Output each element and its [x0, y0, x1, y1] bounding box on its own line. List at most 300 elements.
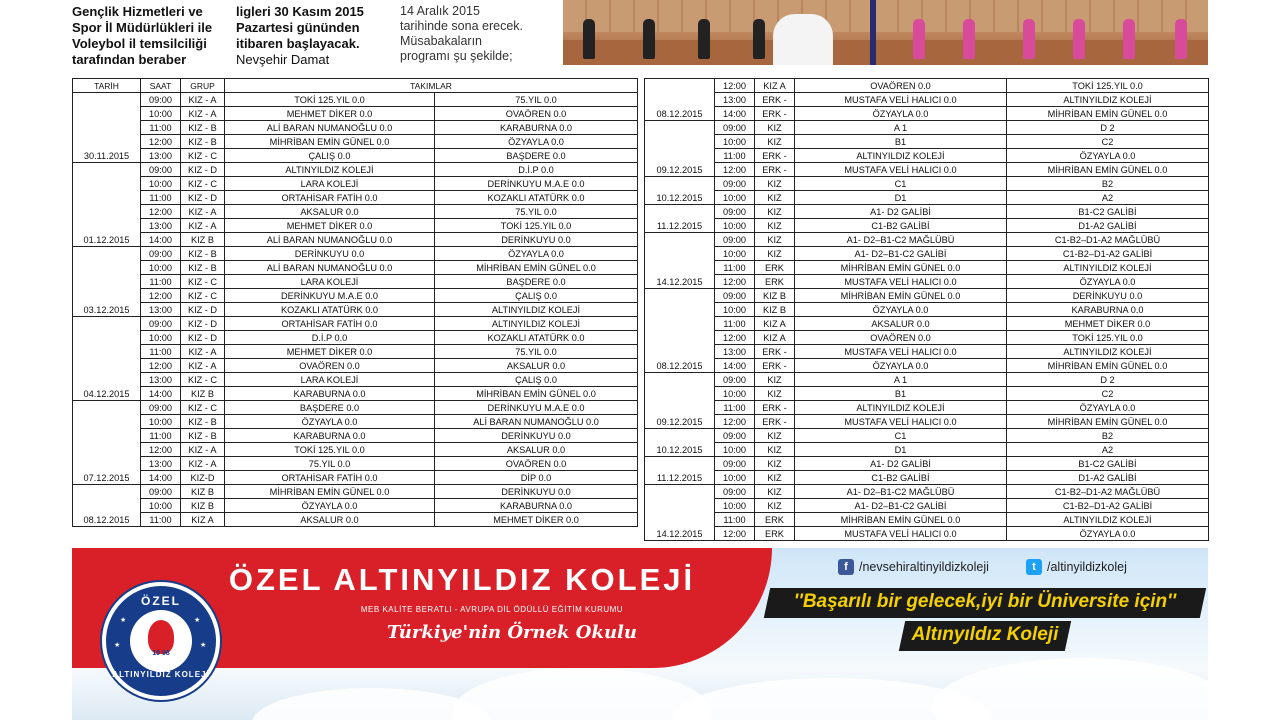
- home-team: ÖZYAYLA 0.0: [225, 415, 435, 429]
- match-group: KIZ - B: [181, 415, 225, 429]
- match-group: ERK -: [755, 93, 795, 107]
- away-team: ALTINYILDIZ KOLEJİ: [1007, 513, 1209, 527]
- match-group: ERK: [755, 261, 795, 275]
- home-team: MİHRİBAN EMİN GÜNEL 0.0: [795, 289, 1007, 303]
- table-row: [645, 401, 1209, 415]
- match-time: 13:00: [141, 149, 181, 163]
- away-team: ÖZYAYLA 0.0: [1007, 149, 1209, 163]
- home-team: D1: [795, 443, 1007, 457]
- away-team: TOKİ 125.YIL 0.0: [435, 219, 638, 233]
- home-team: ORTAHİSAR FATİH 0.0: [225, 191, 435, 205]
- match-time: 09:00: [715, 289, 755, 303]
- away-team: 75.YIL 0.0: [435, 345, 638, 359]
- home-team: MUSTAFA VELİ HALICI 0.0: [795, 93, 1007, 107]
- home-team: A 1: [795, 121, 1007, 135]
- match-group: KIZ - A: [181, 443, 225, 457]
- away-team: MİHRİBAN EMİN GÜNEL 0.0: [435, 387, 638, 401]
- away-team: D.İ.P 0.0: [435, 163, 638, 177]
- away-team: C1-B2–D1-A2 GALİBİ: [1007, 499, 1209, 513]
- home-team: MİHRİBAN EMİN GÜNEL 0.0: [225, 135, 435, 149]
- away-team: MEHMET DİKER 0.0: [435, 513, 638, 527]
- match-group: KIZ: [755, 205, 795, 219]
- match-time: 09:00: [715, 485, 755, 499]
- table-row: [73, 177, 638, 191]
- match-time: 09:00: [715, 205, 755, 219]
- away-team: ALTINYILDIZ KOLEJİ: [1007, 345, 1209, 359]
- table-row: [73, 121, 638, 135]
- match-group: ERK -: [755, 415, 795, 429]
- table-row: [73, 387, 638, 401]
- match-time: 10:00: [141, 261, 181, 275]
- home-team: B1: [795, 387, 1007, 401]
- match-group: KIZ: [755, 247, 795, 261]
- match-time: 10:00: [715, 191, 755, 205]
- match-group: KIZ A: [755, 331, 795, 345]
- table-row: [73, 499, 638, 513]
- match-group: KIZ - D: [181, 163, 225, 177]
- match-group: KIZ A: [755, 79, 795, 93]
- match-date: 09.12.2015: [645, 121, 715, 177]
- away-team: A2: [1007, 191, 1209, 205]
- home-team: MİHRİBAN EMİN GÜNEL 0.0: [225, 485, 435, 499]
- table-row: [73, 373, 638, 387]
- home-team: MEHMET DİKER 0.0: [225, 107, 435, 121]
- match-date: 03.12.2015: [73, 247, 141, 317]
- table-row: [645, 247, 1209, 261]
- away-team: 75.YIL 0.0: [435, 205, 638, 219]
- match-date: 01.12.2015: [73, 163, 141, 247]
- schedule-table-left: [72, 78, 638, 527]
- away-team: B1-C2 GALİBİ: [1007, 205, 1209, 219]
- table-row: [73, 275, 638, 289]
- away-team: DİP 0.0: [435, 471, 638, 485]
- match-group: KIZ: [755, 485, 795, 499]
- home-team: LARA KOLEJİ: [225, 275, 435, 289]
- home-team: OVAÖREN 0.0: [795, 331, 1007, 345]
- table-row: [645, 275, 1209, 289]
- home-team: C1-B2 GALİBİ: [795, 219, 1007, 233]
- match-date: 04.12.2015: [73, 317, 141, 401]
- match-date: 14.12.2015: [645, 485, 715, 541]
- match-time: 11:00: [141, 191, 181, 205]
- match-group: KIZ: [755, 233, 795, 247]
- home-team: MEHMET DİKER 0.0: [225, 219, 435, 233]
- table-row: [73, 163, 638, 177]
- match-group: KIZ: [755, 219, 795, 233]
- table-row: [645, 499, 1209, 513]
- college-logo: ÖZEL ★ ★ ★ ★ 19 98 ALTINYILDIZ KOLEJİ: [102, 582, 220, 700]
- table-row: [73, 247, 638, 261]
- match-date: 10.12.2015: [645, 177, 715, 205]
- away-team: OVAÖREN 0.0: [435, 107, 638, 121]
- match-time: 14:00: [141, 471, 181, 485]
- match-group: KIZ - D: [181, 303, 225, 317]
- twitter-link[interactable]: [1026, 559, 1127, 575]
- table-row: [645, 471, 1209, 485]
- home-team: LARA KOLEJİ: [225, 177, 435, 191]
- match-group: KIZ: [755, 191, 795, 205]
- home-team: A1- D2 GALİBİ: [795, 457, 1007, 471]
- away-team: DERİNKUYU M.A.E 0.0: [435, 401, 638, 415]
- home-team: OVAÖREN 0.0: [795, 79, 1007, 93]
- match-date: 08.12.2015: [645, 289, 715, 373]
- match-time: 13:00: [141, 219, 181, 233]
- away-team: DERİNKUYU 0.0: [1007, 289, 1209, 303]
- home-team: DERİNKUYU M.A.E 0.0: [225, 289, 435, 303]
- table-row: [645, 233, 1209, 247]
- match-group: KIZ - D: [181, 317, 225, 331]
- facebook-link[interactable]: [838, 559, 989, 575]
- match-time: 09:00: [715, 121, 755, 135]
- match-time: 12:00: [141, 359, 181, 373]
- away-team: ALTINYILDIZ KOLEJİ: [1007, 261, 1209, 275]
- home-team: B1: [795, 135, 1007, 149]
- table-row: [645, 289, 1209, 303]
- home-team: AKSALUR 0.0: [225, 205, 435, 219]
- table-row: [73, 471, 638, 485]
- match-group: KIZ - B: [181, 429, 225, 443]
- away-team: ALİ BARAN NUMANOĞLU 0.0: [435, 415, 638, 429]
- table-row: [645, 219, 1209, 233]
- article-line: itibaren başlayacak.: [236, 36, 360, 51]
- table-row: [645, 107, 1209, 121]
- match-group: KIZ B: [755, 303, 795, 317]
- away-team: KOZAKLI ATATÜRK 0.0: [435, 331, 638, 345]
- article-line: 14 Aralık 2015: [400, 4, 480, 18]
- banner-slogan: Türkiye'nin Örnek Okulu: [387, 622, 637, 643]
- away-team: KOZAKLI ATATÜRK 0.0: [435, 191, 638, 205]
- table-row: [73, 233, 638, 247]
- match-group: KIZ A: [755, 317, 795, 331]
- match-date: 30.11.2015: [73, 93, 141, 163]
- home-team: MUSTAFA VELİ HALICI 0.0: [795, 415, 1007, 429]
- away-team: MİHRİBAN EMİN GÜNEL 0.0: [435, 261, 638, 275]
- match-group: KIZ: [755, 373, 795, 387]
- home-team: KARABURNA 0.0: [225, 387, 435, 401]
- match-group: ERK -: [755, 359, 795, 373]
- home-team: C1: [795, 177, 1007, 191]
- match-group: KIZ - A: [181, 107, 225, 121]
- article-column-2: [236, 4, 396, 68]
- away-team: B2: [1007, 429, 1209, 443]
- table-row: [645, 513, 1209, 527]
- match-time: 12:00: [141, 205, 181, 219]
- home-team: MUSTAFA VELİ HALICI 0.0: [795, 275, 1007, 289]
- table-row: [73, 401, 638, 415]
- match-group: KIZ: [755, 471, 795, 485]
- home-team: D1: [795, 191, 1007, 205]
- away-team: DERİNKUYU M.A.E 0.0: [435, 177, 638, 191]
- home-team: ÖZYAYLA 0.0: [225, 499, 435, 513]
- away-team: ÖZYAYLA 0.0: [435, 247, 638, 261]
- home-team: KARABURNA 0.0: [225, 429, 435, 443]
- match-time: 14:00: [141, 387, 181, 401]
- home-team: ALİ BARAN NUMANOĞLU 0.0: [225, 261, 435, 275]
- match-group: ERK: [755, 527, 795, 541]
- match-time: 10:00: [141, 331, 181, 345]
- home-team: A1- D2–B1-C2 MAĞLÜBÜ: [795, 233, 1007, 247]
- away-team: KARABURNA 0.0: [1007, 303, 1209, 317]
- away-team: ÇALIŞ 0.0: [435, 373, 638, 387]
- table-row: [645, 261, 1209, 275]
- match-group: KIZ: [755, 443, 795, 457]
- table-row: [73, 429, 638, 443]
- home-team: OVAÖREN 0.0: [225, 359, 435, 373]
- home-team: MUSTAFA VELİ HALICI 0.0: [795, 345, 1007, 359]
- away-team: C2: [1007, 387, 1209, 401]
- table-row: [645, 359, 1209, 373]
- table-row: [645, 331, 1209, 345]
- match-time: 10:00: [715, 303, 755, 317]
- match-date: 07.12.2015: [73, 401, 141, 485]
- away-team: AKSALUR 0.0: [435, 443, 638, 457]
- table-row: [73, 359, 638, 373]
- away-team: DERİNKUYU 0.0: [435, 429, 638, 443]
- home-team: MİHRİBAN EMİN GÜNEL 0.0: [795, 513, 1007, 527]
- match-time: 12:00: [141, 135, 181, 149]
- match-group: KIZ - B: [181, 135, 225, 149]
- table-row: [73, 205, 638, 219]
- match-group: KIZ: [755, 387, 795, 401]
- home-team: MİHRİBAN EMİN GÜNEL 0.0: [795, 261, 1007, 275]
- match-time: 11:00: [715, 149, 755, 163]
- match-time: 14:00: [141, 233, 181, 247]
- match-time: 10:00: [715, 247, 755, 261]
- match-date: 11.12.2015: [645, 457, 715, 485]
- match-group: KIZ B: [181, 499, 225, 513]
- match-group: KIZ - D: [181, 191, 225, 205]
- away-team: DERİNKUYU 0.0: [435, 485, 638, 499]
- match-time: 10:00: [715, 499, 755, 513]
- home-team: AKSALUR 0.0: [225, 513, 435, 527]
- away-team: KARABURNA 0.0: [435, 499, 638, 513]
- table-row: [645, 93, 1209, 107]
- table-row: [73, 513, 638, 527]
- home-team: AKSALUR 0.0: [795, 317, 1007, 331]
- header-time: SAAT: [141, 79, 181, 93]
- table-row: [73, 261, 638, 275]
- match-group: KIZ - C: [181, 149, 225, 163]
- match-group: ERK -: [755, 149, 795, 163]
- away-team: AKSALUR 0.0: [435, 359, 638, 373]
- match-group: ERK: [755, 275, 795, 289]
- home-team: LARA KOLEJİ: [225, 373, 435, 387]
- match-group: KIZ: [755, 135, 795, 149]
- match-group: KIZ - A: [181, 205, 225, 219]
- banner-name: Altınyıldız Koleji: [911, 624, 1059, 645]
- match-group: KIZ - A: [181, 345, 225, 359]
- match-group: KIZ B: [181, 233, 225, 247]
- away-team: ALTINYILDIZ KOLEJİ: [435, 317, 638, 331]
- away-team: TOKİ 125.YIL 0.0: [1007, 79, 1209, 93]
- away-team: DERİNKUYU 0.0: [435, 233, 638, 247]
- match-group: ERK -: [755, 107, 795, 121]
- away-team: ALTINYILDIZ KOLEJİ: [435, 303, 638, 317]
- table-row: [645, 205, 1209, 219]
- header-date: TARİH: [73, 79, 141, 93]
- match-time: 13:00: [141, 373, 181, 387]
- home-team: ALTINYILDIZ KOLEJİ: [795, 149, 1007, 163]
- away-team: ALTINYILDIZ KOLEJİ: [1007, 93, 1209, 107]
- home-team: MUSTAFA VELİ HALICI 0.0: [795, 163, 1007, 177]
- away-team: ÖZYAYLA 0.0: [1007, 275, 1209, 289]
- match-time: 09:00: [715, 429, 755, 443]
- article-line: Voleybol il temsilciliği: [72, 36, 207, 51]
- match-group: KIZ B: [181, 387, 225, 401]
- match-time: 09:00: [141, 247, 181, 261]
- match-time: 11:00: [141, 513, 181, 527]
- table-row: [645, 429, 1209, 443]
- away-team: ÇALIŞ 0.0: [435, 289, 638, 303]
- home-team: ÖZYAYLA 0.0: [795, 107, 1007, 121]
- table-row: [645, 443, 1209, 457]
- match-time: 11:00: [715, 317, 755, 331]
- article-line: tarihinde sona erecek.: [400, 19, 523, 33]
- away-team: C1-B2–D1-A2 MAĞLÜBÜ: [1007, 233, 1209, 247]
- match-time: 12:00: [715, 415, 755, 429]
- match-group: KIZ - C: [181, 373, 225, 387]
- table-row: [73, 415, 638, 429]
- table-row: [645, 149, 1209, 163]
- away-team: ÖZYAYLA 0.0: [1007, 401, 1209, 415]
- twitter-icon: t: [1026, 559, 1042, 575]
- twitter-handle: /altinyildizkolej: [1047, 560, 1127, 574]
- home-team: A1- D2–B1-C2 MAĞLÜBÜ: [795, 485, 1007, 499]
- banner-title: ÖZEL ALTINYILDIZ KOLEJİ: [228, 562, 696, 597]
- article-line: programı şu şekilde;: [400, 49, 513, 63]
- away-team: MİHRİBAN EMİN GÜNEL 0.0: [1007, 415, 1209, 429]
- match-time: 12:00: [715, 275, 755, 289]
- article-column-1: [72, 4, 232, 68]
- match-time: 09:00: [141, 317, 181, 331]
- facebook-icon: f: [838, 559, 854, 575]
- match-time: 12:00: [141, 289, 181, 303]
- table-row: [73, 457, 638, 471]
- match-date: 09.12.2015: [645, 373, 715, 429]
- match-group: ERK -: [755, 345, 795, 359]
- away-team: B2: [1007, 177, 1209, 191]
- match-time: 11:00: [141, 121, 181, 135]
- match-time: 12:00: [141, 443, 181, 457]
- match-time: 09:00: [141, 401, 181, 415]
- away-team: MİHRİBAN EMİN GÜNEL 0.0: [1007, 163, 1209, 177]
- away-team: C1-B2–D1-A2 GALİBİ: [1007, 247, 1209, 261]
- table-row: [645, 191, 1209, 205]
- away-team: MEHMET DİKER 0.0: [1007, 317, 1209, 331]
- table-row: [73, 303, 638, 317]
- away-team: 75.YIL 0.0: [435, 93, 638, 107]
- match-time: 09:00: [715, 177, 755, 191]
- match-group: KIZ - C: [181, 401, 225, 415]
- away-team: ÖZYAYLA 0.0: [1007, 527, 1209, 541]
- match-group: ERK: [755, 513, 795, 527]
- match-time: 10:00: [141, 107, 181, 121]
- match-time: 11:00: [141, 429, 181, 443]
- home-team: A 1: [795, 373, 1007, 387]
- match-group: KIZ: [755, 121, 795, 135]
- match-time: 13:00: [141, 457, 181, 471]
- match-group: KIZ - A: [181, 359, 225, 373]
- table-row: [645, 485, 1209, 499]
- table-row: [645, 79, 1209, 93]
- match-time: 09:00: [141, 485, 181, 499]
- away-team: D1-A2 GALİBİ: [1007, 219, 1209, 233]
- away-team: C2: [1007, 135, 1209, 149]
- match-group: KIZ: [755, 177, 795, 191]
- article-line: ligleri 30 Kasım 2015: [236, 4, 364, 19]
- match-time: 10:00: [715, 471, 755, 485]
- home-team: ALTINYILDIZ KOLEJİ: [795, 401, 1007, 415]
- table-row: [645, 303, 1209, 317]
- table-row: [73, 485, 638, 499]
- home-team: ORTAHİSAR FATİH 0.0: [225, 471, 435, 485]
- away-team: D 2: [1007, 373, 1209, 387]
- table-row: [73, 317, 638, 331]
- match-time: 09:00: [715, 457, 755, 471]
- home-team: MEHMET DİKER 0.0: [225, 345, 435, 359]
- table-row: [645, 135, 1209, 149]
- home-team: ALTINYILDIZ KOLEJİ: [225, 163, 435, 177]
- home-team: D.İ.P 0.0: [225, 331, 435, 345]
- table-row: [73, 107, 638, 121]
- match-time: 10:00: [715, 443, 755, 457]
- match-group: KIZ - B: [181, 247, 225, 261]
- match-group: KIZ: [755, 499, 795, 513]
- match-time: 11:00: [141, 345, 181, 359]
- table-row: [645, 317, 1209, 331]
- home-team: A1- D2 GALİBİ: [795, 205, 1007, 219]
- home-team: A1- D2–B1-C2 GALİBİ: [795, 499, 1007, 513]
- match-time: 09:00: [141, 163, 181, 177]
- table-row: [73, 443, 638, 457]
- match-time: 11:00: [715, 513, 755, 527]
- match-group: KIZ - A: [181, 219, 225, 233]
- match-time: 10:00: [715, 219, 755, 233]
- match-group: KIZ - C: [181, 275, 225, 289]
- away-team: C1-B2–D1-A2 MAĞLÜBÜ: [1007, 485, 1209, 499]
- home-team: ÖZYAYLA 0.0: [795, 359, 1007, 373]
- away-team: ÖZYAYLA 0.0: [435, 135, 638, 149]
- home-team: ÖZYAYLA 0.0: [795, 303, 1007, 317]
- match-time: 12:00: [715, 163, 755, 177]
- table-row: [73, 191, 638, 205]
- home-team: TOKİ 125.YIL 0.0: [225, 443, 435, 457]
- schedule-table-right: [644, 78, 1209, 541]
- match-group: KIZ - B: [181, 261, 225, 275]
- table-row: [645, 373, 1209, 387]
- article-line: Pazartesi gününden: [236, 20, 360, 35]
- match-time: 11:00: [715, 261, 755, 275]
- match-date: 14.12.2015: [645, 233, 715, 289]
- away-team: BAŞDERE 0.0: [435, 149, 638, 163]
- table-row: [73, 135, 638, 149]
- table-row: [73, 219, 638, 233]
- match-time: 10:00: [715, 135, 755, 149]
- table-row: [73, 149, 638, 163]
- article-line: Gençlik Hizmetleri ve: [72, 4, 203, 19]
- match-time: 11:00: [141, 275, 181, 289]
- match-time: 09:00: [715, 373, 755, 387]
- table-row: [73, 345, 638, 359]
- home-team: C1: [795, 429, 1007, 443]
- table-row: [645, 121, 1209, 135]
- match-time: 12:00: [715, 79, 755, 93]
- match-time: 13:00: [715, 93, 755, 107]
- match-group: KIZ - D: [181, 331, 225, 345]
- header-group: GRUP: [181, 79, 225, 93]
- match-time: 14:00: [715, 107, 755, 121]
- banner-subtitle: MEB KALİTE BERATLI - AVRUPA DİL ÖDÜLLÜ EĞİTİM KURUMU: [360, 605, 624, 614]
